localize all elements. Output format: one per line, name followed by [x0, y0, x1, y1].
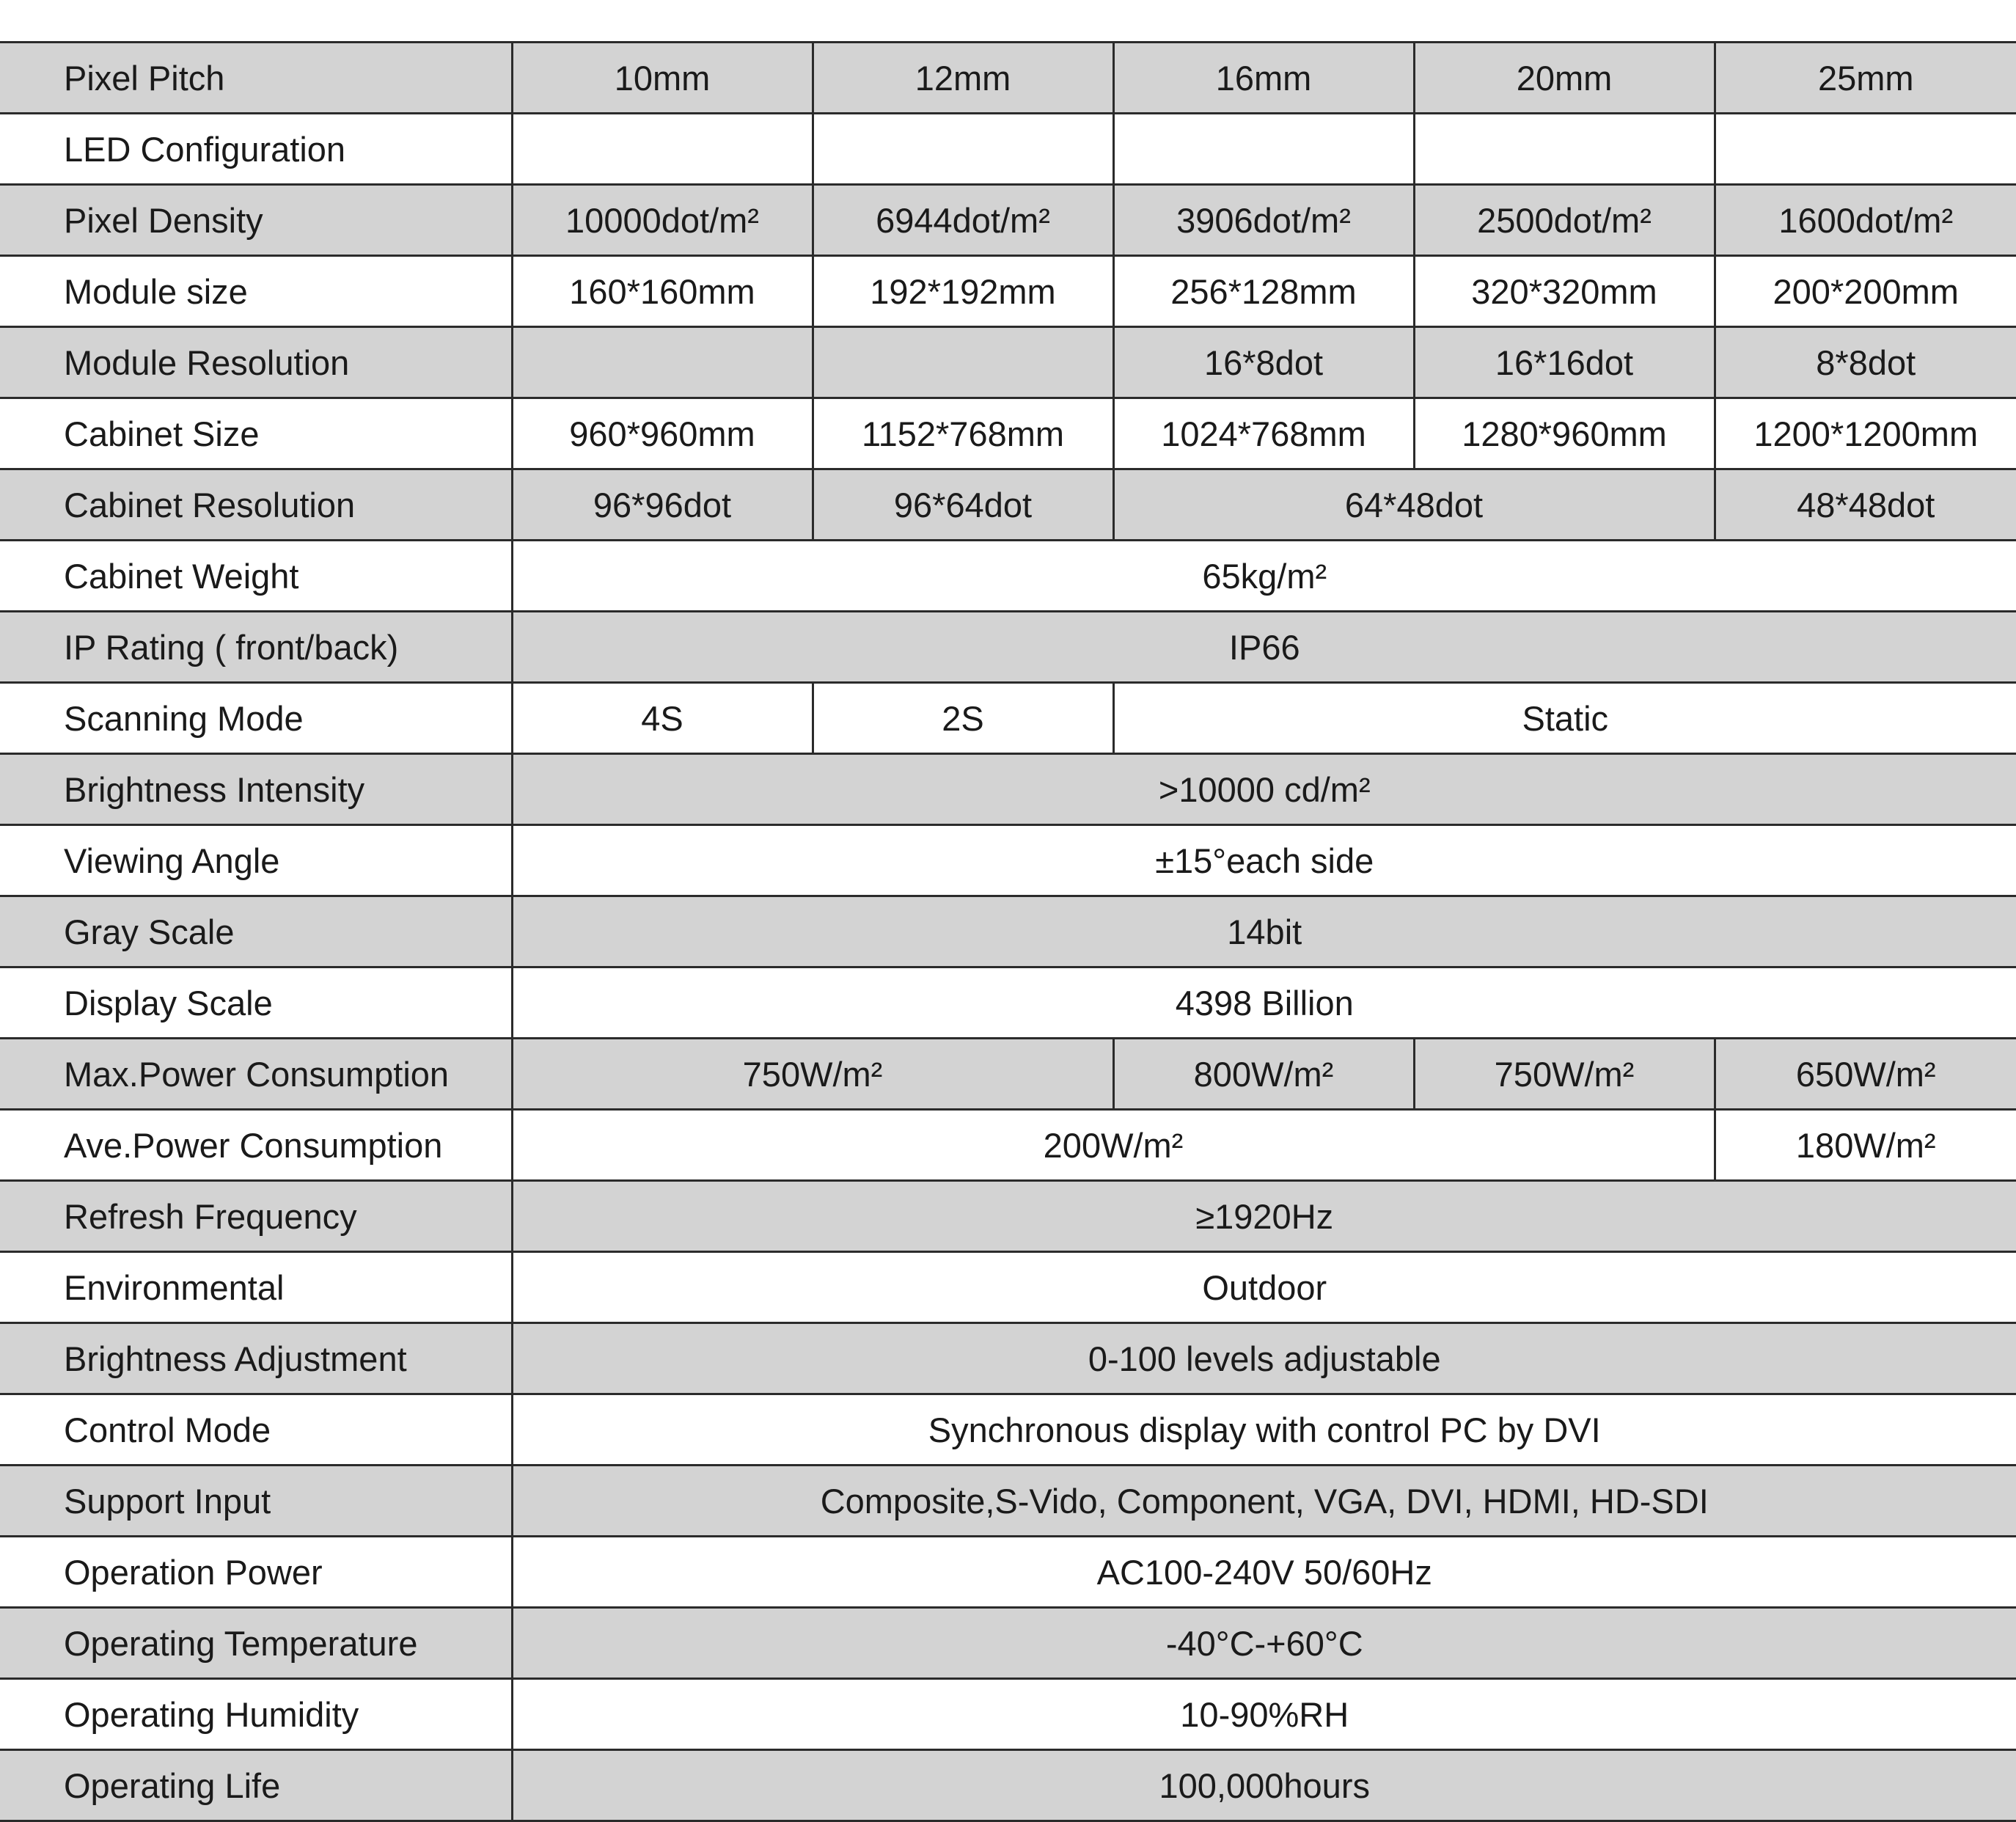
- row-label: Operating Temperature: [0, 1608, 512, 1679]
- table-cell: [1113, 114, 1414, 185]
- table-cell: 200*200mm: [1715, 256, 2016, 327]
- table-cell: 48*48dot: [1715, 469, 2016, 541]
- row-label: Brightness Intensity: [0, 754, 512, 825]
- table-cell: >10000 cd/m²: [512, 754, 2016, 825]
- table-cell: 10-90%RH: [512, 1679, 2016, 1750]
- table-row: [0, 1110, 2016, 1181]
- table-cell: 2500dot/m²: [1414, 185, 1715, 256]
- table-cell: [813, 327, 1113, 398]
- row-label: Max.Power Consumption: [0, 1039, 512, 1110]
- row-label: Module size: [0, 256, 512, 327]
- table-cell: [1414, 114, 1715, 185]
- table-cell: [512, 327, 813, 398]
- table-cell: 180W/m²: [1715, 1110, 2016, 1181]
- table-cell: 16*8dot: [1113, 327, 1414, 398]
- table-cell: 200W/m²: [512, 1110, 1715, 1181]
- table-cell: ±15°each side: [512, 825, 2016, 896]
- table-cell: 10mm: [512, 43, 813, 114]
- table-row: [0, 1608, 2016, 1679]
- table-cell: 2S: [813, 683, 1113, 754]
- table-cell: Static: [1113, 683, 2016, 754]
- row-label: Refresh Frequency: [0, 1181, 512, 1252]
- table-cell: 160*160mm: [512, 256, 813, 327]
- table-cell: [512, 114, 813, 185]
- table-cell: 96*64dot: [813, 469, 1113, 541]
- row-label: Pixel Pitch: [0, 43, 512, 114]
- table-row: [0, 185, 2016, 256]
- table-cell: -40°C-+60°C: [512, 1608, 2016, 1679]
- spec-table: [0, 41, 2016, 1822]
- table-cell: IP66: [512, 612, 2016, 683]
- row-label: LED Configuration: [0, 114, 512, 185]
- table-cell: [813, 114, 1113, 185]
- table-cell: 1024*768mm: [1113, 398, 1414, 469]
- table-row: [0, 114, 2016, 185]
- table-row: [0, 469, 2016, 541]
- table-cell: 8*8dot: [1715, 327, 2016, 398]
- table-row: [0, 1394, 2016, 1466]
- table-cell: 65kg/m²: [512, 541, 2016, 612]
- table-row: [0, 754, 2016, 825]
- table-cell: 960*960mm: [512, 398, 813, 469]
- table-row: [0, 327, 2016, 398]
- table-cell: 650W/m²: [1715, 1039, 2016, 1110]
- table-cell: 750W/m²: [512, 1039, 1113, 1110]
- table-cell: Composite,S-Vido, Component, VGA, DVI, HDMI, HD-SDI: [512, 1466, 2016, 1537]
- table-cell: 12mm: [813, 43, 1113, 114]
- table-row: [0, 1466, 2016, 1537]
- table-cell: [1715, 114, 2016, 185]
- row-label: IP Rating ( front/back): [0, 612, 512, 683]
- table-cell: 256*128mm: [1113, 256, 1414, 327]
- table-cell: 1152*768mm: [813, 398, 1113, 469]
- table-row: [0, 896, 2016, 967]
- table-row: [0, 1039, 2016, 1110]
- table-row: [0, 256, 2016, 327]
- row-label: Operating Humidity: [0, 1679, 512, 1750]
- table-cell: 1200*1200mm: [1715, 398, 2016, 469]
- table-cell: 64*48dot: [1113, 469, 1715, 541]
- row-label: Operation Power: [0, 1537, 512, 1608]
- table-cell: 14bit: [512, 896, 2016, 967]
- table-row: [0, 398, 2016, 469]
- table-row: [0, 1252, 2016, 1323]
- table-cell: 25mm: [1715, 43, 2016, 114]
- table-cell: 1600dot/m²: [1715, 185, 2016, 256]
- table-cell: 800W/m²: [1113, 1039, 1414, 1110]
- table-cell: 16*16dot: [1414, 327, 1715, 398]
- row-label: Control Mode: [0, 1394, 512, 1466]
- table-row: [0, 1537, 2016, 1608]
- table-row: [0, 1679, 2016, 1750]
- table-cell: 96*96dot: [512, 469, 813, 541]
- table-cell: 6944dot/m²: [813, 185, 1113, 256]
- table-row: [0, 541, 2016, 612]
- table-cell: 100,000hours: [512, 1750, 2016, 1821]
- row-label: Pixel Density: [0, 185, 512, 256]
- table-cell: 1280*960mm: [1414, 398, 1715, 469]
- table-cell: AC100-240V 50/60Hz: [512, 1537, 2016, 1608]
- row-label: Operating Life: [0, 1750, 512, 1821]
- row-label: Ave.Power Consumption: [0, 1110, 512, 1181]
- row-label: Environmental: [0, 1252, 512, 1323]
- row-label: Cabinet Weight: [0, 541, 512, 612]
- table-cell: ≥1920Hz: [512, 1181, 2016, 1252]
- row-label: Support Input: [0, 1466, 512, 1537]
- table-row: [0, 1181, 2016, 1252]
- table-row: [0, 967, 2016, 1039]
- table-cell: 192*192mm: [813, 256, 1113, 327]
- table-cell: 4398 Billion: [512, 967, 2016, 1039]
- table-cell: 320*320mm: [1414, 256, 1715, 327]
- row-label: Display Scale: [0, 967, 512, 1039]
- table-cell: 750W/m²: [1414, 1039, 1715, 1110]
- table-cell: 4S: [512, 683, 813, 754]
- row-label: Viewing Angle: [0, 825, 512, 896]
- table-row: [0, 825, 2016, 896]
- row-label: Cabinet Size: [0, 398, 512, 469]
- table-cell: 10000dot/m²: [512, 185, 813, 256]
- table-row: [0, 683, 2016, 754]
- row-label: Scanning Mode: [0, 683, 512, 754]
- row-label: Brightness Adjustment: [0, 1323, 512, 1394]
- table-cell: 3906dot/m²: [1113, 185, 1414, 256]
- row-label: Cabinet Resolution: [0, 469, 512, 541]
- table-row: [0, 1323, 2016, 1394]
- table-cell: Synchronous display with control PC by DVI: [512, 1394, 2016, 1466]
- row-label: Gray Scale: [0, 896, 512, 967]
- table-cell: 0-100 levels adjustable: [512, 1323, 2016, 1394]
- table-row: [0, 1750, 2016, 1821]
- table-row: [0, 612, 2016, 683]
- table-cell: 20mm: [1414, 43, 1715, 114]
- table-cell: 16mm: [1113, 43, 1414, 114]
- spec-table-body: [0, 43, 2016, 1821]
- table-row: [0, 43, 2016, 114]
- table-cell: Outdoor: [512, 1252, 2016, 1323]
- row-label: Module Resolution: [0, 327, 512, 398]
